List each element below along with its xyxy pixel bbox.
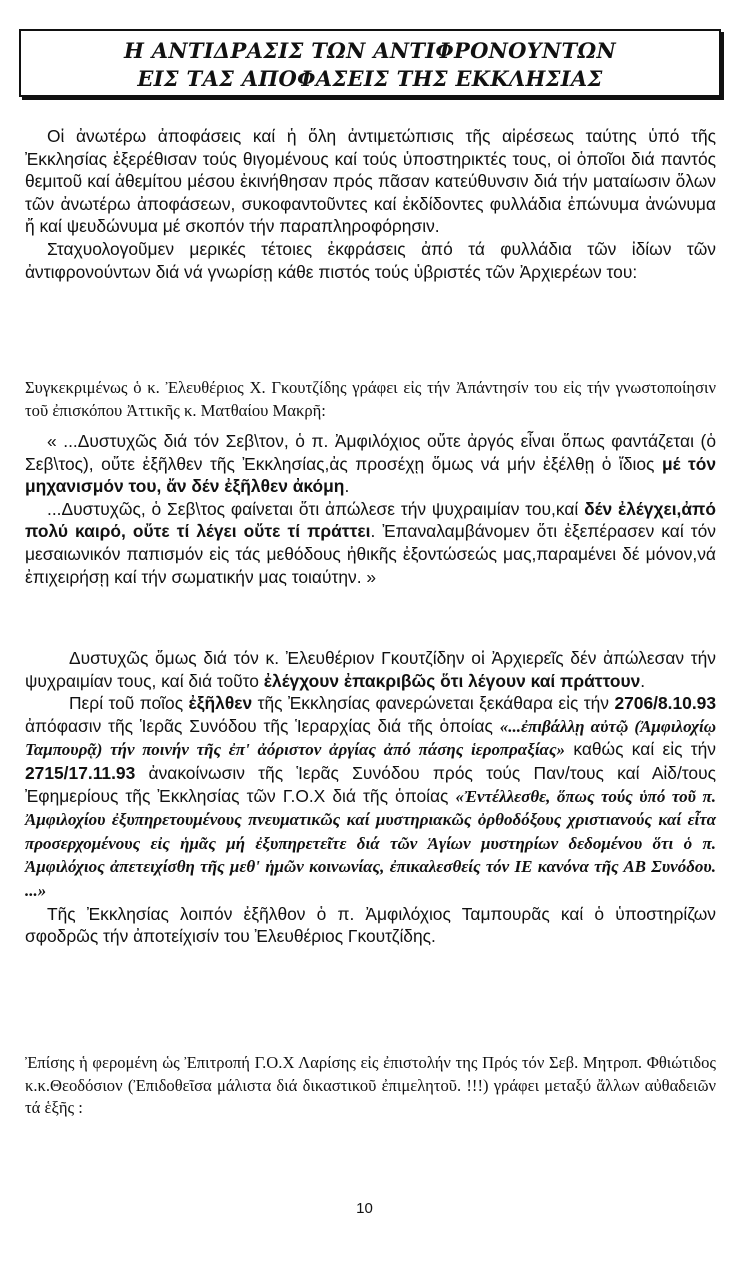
quote2-end: . Ἐπαναλαμβάνομεν ὅτι ἐξεπέρασεν καί τόν μεσαιωνικόν παπισμόν εἰς τάς μεθόδους ἠθικῆς ἐξοντώσεώς μας,παραμένει δέ μόνον,νά ἐπιχειρήσῃ καί τήν σωματικήν μας τοιαύτην. » (25, 521, 716, 587)
quote2-bold: δέν ἐλέγχει,ἀπό πολύ καιρό, οὔτε τί λέγει οὔτε τί πράττει (25, 498, 716, 542)
quote1-text: « ...Δυστυχῶς διά τόν Σεβ\τον, ὁ π. Ἀμφιλόχιος οὔτε ἀργός εἶναι ὅπως φαντάζεται (ὁ Σεβ\τος), οὔτε ἐξῆλθεν τῆς Ἐκκλησίας,ἀς προσέχῃ ὅμως νά μήν ἐξέλθῃ ὁ ἴδιος (25, 431, 716, 474)
decision-number-1: 2706/8.10.93 (614, 693, 716, 714)
para4-g: καθώς καί εἰς τήν (565, 739, 716, 760)
para4-a: Περί τοῦ ποῖος (69, 693, 189, 714)
decision-number-2: 2715/17.11.93 (25, 762, 136, 783)
serif-intro-1 (25, 377, 716, 422)
quote1-bold: μέ τόν μηχανισμόν του, ἄν δέν ἐξῆλθεν ἀκόμη (25, 453, 717, 497)
para4-i: ἀνακοίνωσιν τῆς Ἱερᾶς Συνόδου πρός τούς Παν/τους καί Αἰδ/τους Ἐφημερίους τῆς Ἐκκλησίας τῶν Γ.Ο.Χ διά τῆς ὁποίας (25, 762, 716, 806)
decision-quote-1: «...ἐπιβάλλῃ αὐτῷ (Ἀμφιλοχίῳ Ταμπουρᾷ) τήν ποινήν τῆς ἐπ' ἀόριστον ἀργίας ἀπό πάσης ἱεροπραξίας» (25, 716, 716, 760)
paragraph-4 (25, 692, 716, 902)
quote-paragraph-2 (25, 498, 716, 588)
paragraph-2: Σταχυολογοῦμεν μερικές τέτοιες ἐκφράσεις ἀπό τά φυλλάδια τῶν ἰδίων τῶν ἀντιφρονούντων διά νά γνωρίσῃ κάθε πιστός τούς ὑβριστές τῶν Ἀρχιερέων του: (25, 238, 716, 282)
serif-paragraph-1: Συγκεκριμένως ὁ κ. Ἐλευθέριος Χ. Γκουτζίδης γράφει εἰς τήν Ἀπάντησίν του εἰς τήν γνωστοποίησιν τοῦ ἐπισκόπου Ἀττικῆς κ. Ματθαίου Μακρῆ: (25, 378, 716, 420)
title-line-2: ΕΙΣ ΤΑΣ ΑΠΟΦΑΣΕΙΣ ΤΗΣ ΕΚΚΛΗΣΙΑΣ (137, 66, 603, 91)
paragraph-1: Οἱ ἀνωτέρω ἀποφάσεις καί ἡ ὅλη ἀντιμετώπισις τῆς αἱρέσεως ταύτης ὑπό τῆς Ἐκκλησίας ἐξερέθισαν τούς θιγομένους καί τούς ὑποστηρικτές τους, οἱ ὁποῖοι διά παντός θεμιτοῦ καί ἀθεμίτου μέσου ἐκινήθησαν πρός πᾶσαν κατεύθυνσιν διά τήν ματαίωσιν ὅλων τῶν ἀνωτέρω ἀποφάσεων, συκοφαντοῦντες καί ἐκδίδοντες φυλλάδια ἐπώνυμα ἀνώνυμα ἤ καί ψευδώνυμα μέ σκοπόν τήν παραπληροφόρησιν. (25, 126, 716, 237)
paragraph-3 (25, 647, 716, 692)
para4-c: τῆς Ἐκκλησίας φανερώνεται ξεκάθαρα εἰς τήν (252, 693, 615, 714)
intro-section (25, 125, 716, 283)
para3-text: Δυστυχῶς ὅμως διά τόν κ. Ἐλευθέριον Γκουτζίδην οἱ Ἀρχιερεῖς δέν ἀπώλεσαν τήν ψυχραιμίαν τους, καί διά τοῦτο (25, 648, 716, 691)
title-line-1: Η ΑΝΤΙΔΡΑΣΙΣ ΤΩΝ ΑΝΤΙΦΡΟΝΟΥΝΤΩΝ (124, 38, 616, 63)
quote2-text: ...Δυστυχῶς, ὁ Σεβ\τος φαίνεται ὅτι ἀπώλεσε τήν ψυχραιμίαν του,καί (47, 498, 585, 519)
para4-e: ἀπόφασιν τῆς Ἱερᾶς Συνόδου τῆς Ἱεραρχίας διά τῆς ὁποίας (25, 715, 500, 736)
main-section (25, 647, 716, 948)
quote-paragraph-1 (25, 430, 716, 498)
quote-section (25, 430, 716, 588)
para3-end: . (640, 670, 646, 691)
serif-intro-2 (25, 1052, 716, 1120)
para4-bold-exelthen: ἐξῆλθεν (188, 693, 253, 714)
serif-paragraph-2: Ἐπίσης ἡ φερομένη ὡς Ἐπιτροπή Γ.Ο.Χ Λαρίσης εἰς ἐπιστολήν της Πρός τόν Σεβ. Μητροπ. Φθιώτιδος κ.κ.Θεοδόσιον (Ἐπιδοθεῖσα μάλιστα διά δικαστικοῦ ἐπιμελητοῦ. !!!) γράφει μεταξύ ἄλλων αὐθαδειῶν τά ἑξῆς : (25, 1053, 716, 1118)
page-number: 10 (356, 1200, 373, 1217)
para3-bold: ἐλέγχουν ἐπακριβῶς ὅτι λέγουν καί πράττουν (263, 670, 641, 691)
title-box (19, 29, 721, 97)
quote1-end: . (344, 476, 350, 497)
decision-quote-2: «Ἐντέλλεσθε, ὅπως τούς ὑπό τοῦ π. Ἀμφιλοχίου ἐξυπηρετουμένους πνευματικῶς καί μυστηριακῶς ὀρθοδόξους χριστιανούς καί εἶτα προσερχομένους εἰς ἡμᾶς μή ἐξυπηρετεῖτε διά τῶν Ἁγίων μυστηρίων δεδομένου ὅτι ὁ π. Ἀμφιλόχιος ἀπετειχίσθη τῆς μεθ' ἡμῶν κοινωνίας, ἐπικαλεσθείς τόν ΙΕ κανόνα τῆς ΑΒ Συνόδου. ...» (25, 786, 716, 900)
paragraph-5: Τῆς Ἐκκλησίας λοιπόν ἐξῆλθον ὁ π. Ἀμφιλόχιος Ταμπουρᾶς καί ὁ ὑποστηρίζων σφοδρῶς τήν ἀποτείχισίν του Ἐλευθέριος Γκουτζίδης. (25, 903, 716, 947)
